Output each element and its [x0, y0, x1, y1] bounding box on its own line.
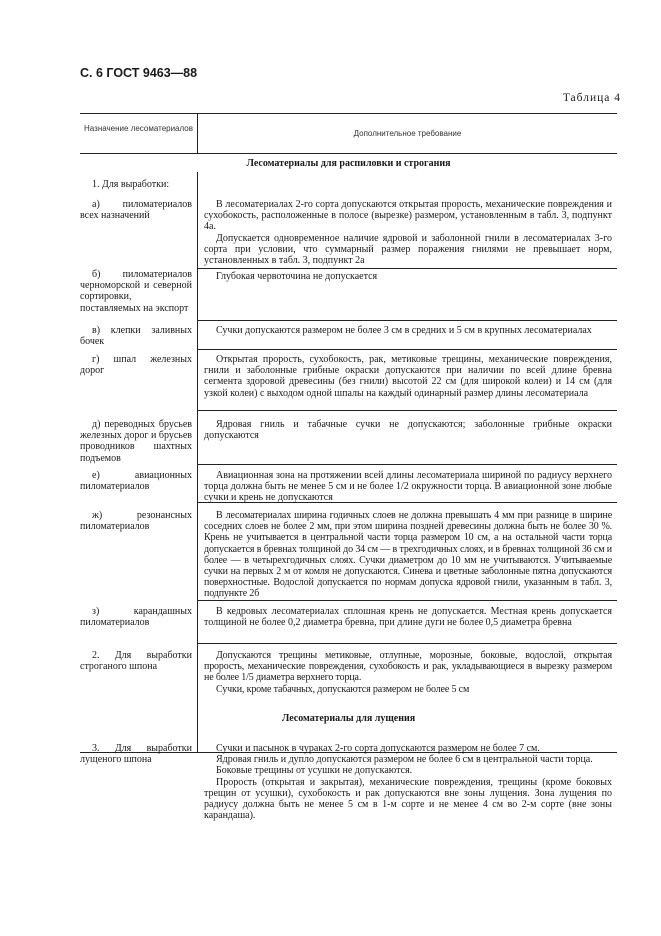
purpose-item: ж) резонансных пиломатериалов [80, 510, 192, 533]
requirement-text: Ядровая гниль и табачные сучки не допускаются; заболонные грибные окраски допускаются [204, 419, 612, 442]
requirement-text: Сучки допускаются размером не более 3 см в средних и 5 см в крупных лесоматериалах [216, 325, 592, 336]
table-label: Таблица 4 [562, 92, 621, 104]
purpose-item: е) авиационных пиломатериалов [80, 470, 192, 493]
requirement-text: В лесоматериалах ширина годичных слоев не должна превышать 4 мм при разнице в ширине соседних слоев не более 2 мм, при этом ширина поздней древесины должна быть не более 30 %. Крень не учитывается в центральной части торца размером 10 см, а на остальной части торца допускается в бревнах толщиной до 34 см — в трехгодичных слоях, и в бревнах толщиной 36 см и более — в четырехгодичных слоях. Сучки диаметром до 10 мм не учитываются. Учитываемые сучки на первых 2 м от комля не допускаются. Синева и цветные заболонные пятна допускаются поверхностные. Водослой допускается по нормам допуска ядровой гнили, указанным в табл. 3, подпункте 2б [204, 510, 612, 600]
row-rule [197, 320, 617, 321]
section-title-sawing: Лесоматериалы для распиловки и строгания [246, 158, 451, 169]
row-rule [197, 643, 617, 644]
column-header-purpose: Назначение лесоматериалов [84, 124, 193, 133]
row-rule [197, 464, 617, 465]
requirement-text: Авиационная зона на протяжении всей длины лесоматериала шириной по радиусу верхнего торца должна быть не менее 5 см и не более 1/2 окружности торца. В авиационной зоне любые сучки и крень не допускаются [204, 470, 612, 504]
requirement-text: Открытая прорость, сухобокость, рак, метиковые трещины, механические повреждения, гнили и заболонные грибные окраски допускаются при наличии по всей длине бревна сегмента здоровой древесины (без гнили) высотой 22 см (для широкой колеи) и 14 см (для узкой колеи) с выходом одной шпалы на каждый одинарный размер длины лесоматериала [204, 354, 612, 399]
requirement-text: В кедровых лесоматериалах сплошная крень не допускается. Местная крень допускается толщиной не более 0,2 диаметра бревна, при длине дуги не более 0,5 диаметра бревна [204, 606, 612, 629]
purpose-item: г) шпал железных дорог [80, 354, 192, 377]
row-rule [197, 268, 617, 269]
row-rule [197, 410, 617, 411]
column-header-requirement: Дополнительное требование [353, 129, 462, 138]
column-divider [197, 172, 198, 752]
requirement-text: Глубокая червоточина не допускается [216, 271, 378, 282]
purpose-item: 3. Для выработки лущеного шпона [80, 743, 192, 766]
row-rule [197, 349, 617, 350]
requirement-text: Сучки и пасынок в чураках 2-го сорта допускаются размером не более 7 см. Ядровая гниль и дупло допускаются размером не более 6 см в центральной части торца. Боковые трещины от усушки не допускаются. Прорость (открытая и закрытая), механические повреждения, трещины (кроме боковых трещин от усушки), сухобокость и рак допускаются вне зоны лущения. Зона лущения по радиусу должна быть не менее 5 см в 1-м сорте и не менее 4 см во 2-м сорте (вне зоны карандаша). [204, 743, 612, 822]
requirement-text: В лесоматериалах 2-го сорта допускаются открытая прорость, механические повреждения и сухобокость, расположенные в полосе (вырезке) размером, установленным в табл. 3, подпункт 4а. Допускается одновременное наличие ядровой и заболонной гнили в лесоматериалах 3-го сорта при условии, что суммарный размер поражения гнилями не превышает норм, установленных в табл. 3, подпункт 2а [204, 199, 612, 267]
purpose-item: з) карандашных пиломатериалов [80, 606, 192, 629]
purpose-item: в) клепки заливных бочек [80, 325, 192, 348]
purpose-item: а) пиломатериалов всех назначений [80, 199, 192, 222]
purpose-item: 2. Для выработки строганого шпона [80, 650, 192, 673]
requirement-text: Допускаются трещины метиковые, отлупные, морозные, боковые, водослой, открытая прорость, механические повреждения, сухобокость и рак, укладывающиеся в вырезку размером не более 1/5 диаметра верхнего торца. Сучки, кроме табачных, допускаются размером не более 5 см [204, 650, 612, 695]
table-top-rule [80, 113, 617, 114]
section-title-peeling: Лесоматериалы для лущения [281, 713, 416, 724]
purpose-item: д) переводных брусьев железных дорог и брусьев проводников шахтных подъемов [80, 419, 192, 464]
table-header-rule [80, 153, 617, 154]
row-rule [197, 600, 617, 601]
purpose-item: 1. Для выработки: [92, 179, 170, 190]
page-header: С. 6 ГОСТ 9463—88 [80, 66, 198, 80]
purpose-item: б) пиломатериалов черноморской и северной сортировки, поставляемых на экспорт [80, 269, 192, 314]
